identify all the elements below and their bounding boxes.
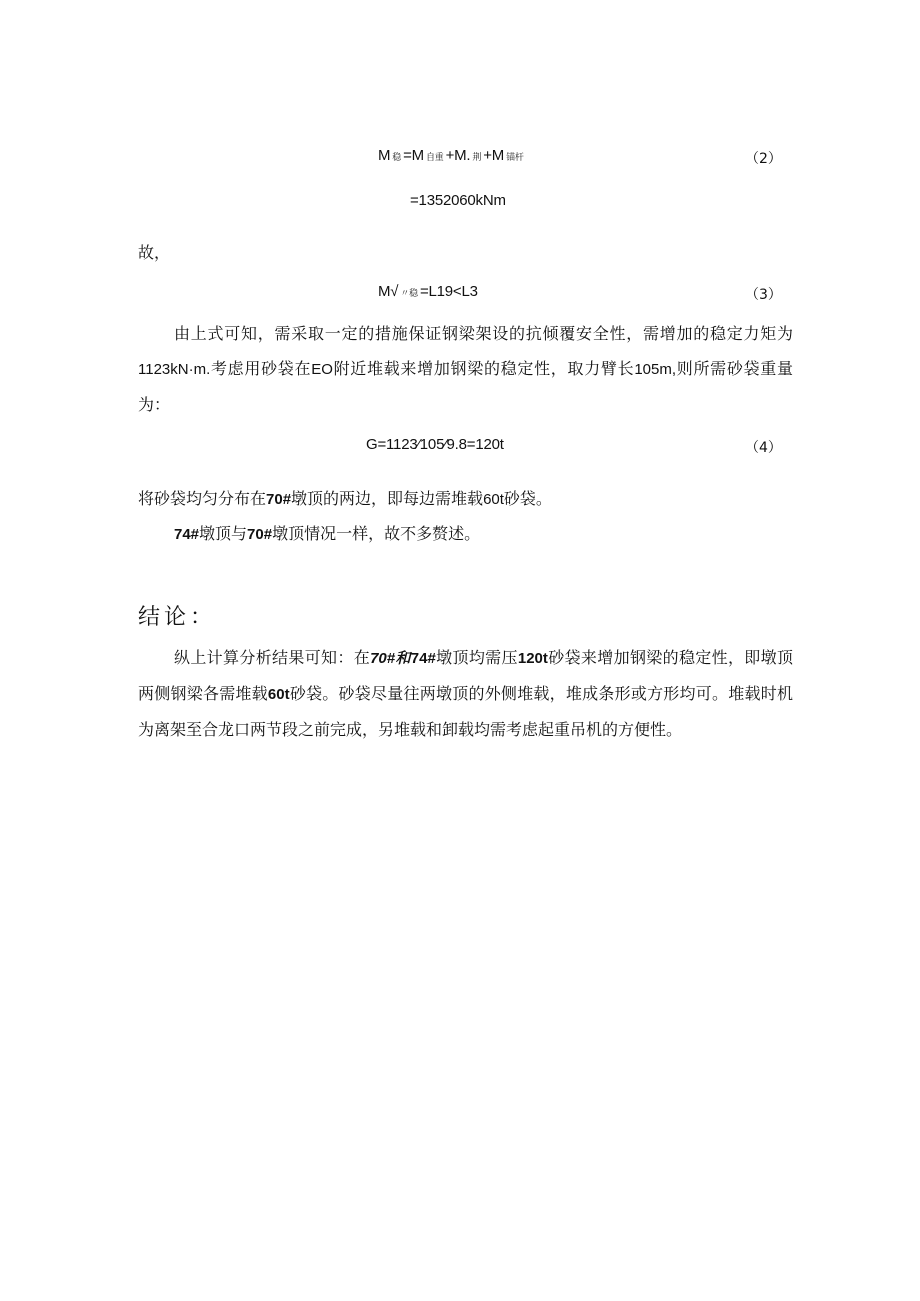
para4-text-2: 墩顶均需压 bbox=[435, 648, 518, 667]
para1-arm-length: 105m, bbox=[634, 361, 677, 378]
para3-text-1: 墩顶与 bbox=[199, 524, 248, 543]
paragraph-stability-moment bbox=[138, 316, 793, 422]
conclusion-heading: 结论： bbox=[138, 605, 217, 630]
para1-text-4: 则所需砂袋重量为： bbox=[138, 359, 793, 414]
para4-text-1: 纵上计算分析结果可知：在 bbox=[174, 648, 371, 667]
eq2-sub2: 自重 bbox=[425, 153, 444, 163]
paragraph-pier-74 bbox=[138, 516, 793, 552]
para2-text-1: 将砂袋均匀分布在 bbox=[138, 489, 267, 508]
para3-pier-74: 74# bbox=[174, 526, 200, 543]
para1-location: EO bbox=[311, 361, 333, 378]
eq3-sub: 〃稳 bbox=[400, 289, 418, 299]
para4-total-weight: 120t bbox=[517, 650, 548, 667]
eq2-m2: =M bbox=[403, 147, 424, 164]
para3-text-2: 墩顶情况一样，故不多赘述。 bbox=[272, 524, 481, 543]
gu-text: 故， bbox=[138, 243, 171, 262]
eq2-m1: M bbox=[378, 147, 391, 164]
para2-text-3: 砂袋。 bbox=[503, 489, 552, 508]
para4-text-3: 砂袋来增加钢梁的稳定性，即墩顶两侧钢梁各需堆载 bbox=[138, 648, 793, 703]
para4-side-weight: 60t bbox=[267, 686, 290, 703]
paragraph-conclusion bbox=[138, 640, 793, 747]
equation-2 bbox=[378, 147, 526, 164]
eq2-sub1: 稳 bbox=[392, 153, 402, 163]
eq2-m4: +M bbox=[483, 147, 505, 164]
para1-text-2: 考虑用砂袋在 bbox=[210, 359, 312, 378]
para1-text-3: 附近堆载来增加钢梁的稳定性，取力臂长 bbox=[332, 359, 635, 378]
paragraph-sandbag-distribution bbox=[138, 481, 793, 517]
para3-pier-70: 70# bbox=[247, 526, 273, 543]
equation-4-number: （4） bbox=[745, 440, 782, 456]
eq3-m: M√ bbox=[378, 283, 399, 300]
eq2-sub4: 锚杆 bbox=[506, 153, 524, 163]
equation-3-number: （3） bbox=[745, 287, 782, 303]
equation-3 bbox=[378, 283, 478, 300]
para1-moment-value: 1123kN·m. bbox=[138, 361, 211, 378]
para4-pier-70: 70#和 bbox=[370, 650, 411, 667]
para4-pier-74: 74# bbox=[410, 650, 436, 667]
equation-2-number: （2） bbox=[745, 151, 782, 167]
para1-text-1: 由上式可知，需采取一定的措施保证钢梁架设的抗倾覆安全性，需增加的稳定力矩为 bbox=[174, 324, 793, 343]
para2-pier-70: 70# bbox=[266, 491, 292, 508]
eq2-sub3: 荆 bbox=[472, 153, 482, 163]
equation-4: G=1123⁄105⁄9.8=120t bbox=[366, 436, 504, 453]
eq3-rest: =L19<L3 bbox=[419, 283, 478, 300]
para2-text-2: 墩顶的两边，即每边需堆载 bbox=[291, 489, 484, 508]
para4-text-4: 砂袋。砂袋尽量往两墩顶的外侧堆载，堆成条形或方形均可。堆载时机为离架至合龙口两节段之前完成，另堆载和卸载均需考虑起重吊机的方便性。 bbox=[138, 684, 793, 739]
para2-weight: 60t bbox=[483, 491, 504, 508]
equation-2-result: =1352060kNm bbox=[410, 192, 506, 209]
eq2-m3: +M. bbox=[445, 147, 471, 164]
